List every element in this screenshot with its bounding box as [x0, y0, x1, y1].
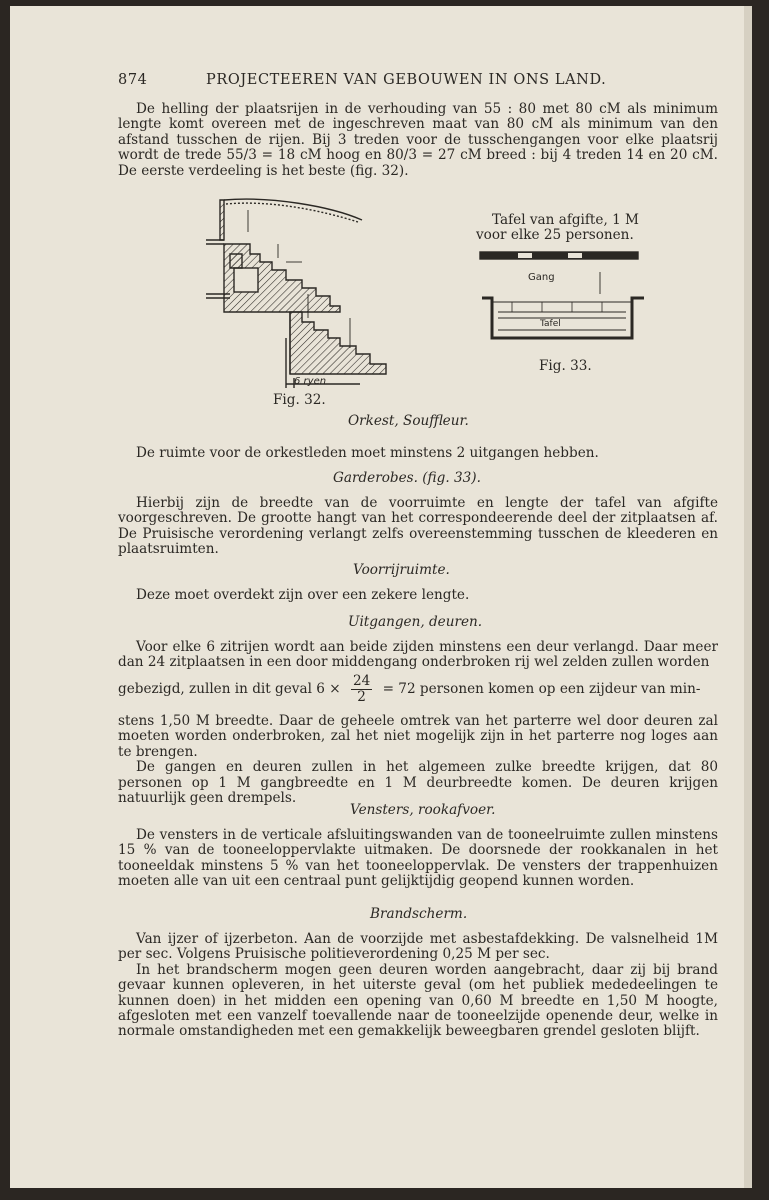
book-page	[10, 6, 752, 1188]
fig33-gang-label: Gang	[528, 272, 555, 283]
uitgangen-text-2: stens 1,50 M breedte. Daar de geheele omtrek van het parterre wel door deuren zal moeten worden onderbroken, zal het niet mogelijk zijn in het parterre nog loges aan te brengen.	[118, 713, 718, 760]
voorrijruimte-paragraph	[118, 588, 718, 603]
voorrijruimte-heading: Voorrijruimte.	[353, 562, 450, 578]
orkest-text: De ruimte voor de orkestleden moet minstens 2 uitgangen hebben.	[136, 445, 599, 461]
vensters-text: De vensters in de verticale afsluitingswanden van de tooneelruimte zullen minstens 15 % van de tooneeloppervlakte uitmaken. De doorsnede der rookkanalen in het tooneeldak minstens 5 % van het tooneeloppervlak. De vensters der trappenhuizen moeten alle van uit een centraal punt gelijktijdig geopend kunnen worden.	[118, 827, 718, 890]
uitgangen-paragraph-2	[118, 714, 718, 806]
fig33-drawing	[472, 246, 652, 346]
fig33-caption: Fig. 33.	[539, 358, 592, 374]
formula-fraction	[351, 674, 372, 705]
uitgangen-text-1: Voor elke 6 zitrijen wordt aan beide zijden minstens een deur verlangd. Daar meer dan 24 zitplaatsen in een door middengang onderbroken rij wel zelden zullen worden	[118, 639, 718, 671]
brandscherm-heading: Brandscherm.	[370, 906, 468, 922]
brandscherm-text-1: Van ijzer of ijzerbeton. Aan de voorzijde met asbestafdekking. De valsnelheid 1M per sec. Volgens Pruisische politieverordening 0,25 M per sec.	[118, 931, 718, 963]
uitgangen-paragraph-1	[118, 640, 718, 671]
vensters-heading: Vensters, rookafvoer.	[350, 802, 496, 818]
running-title: PROJECTEEREN VAN GEBOUWEN IN ONS LAND.	[206, 72, 607, 88]
fig32-section	[206, 199, 386, 388]
fig32-rows-label: 6 ryen	[294, 376, 327, 387]
fig33-plan	[480, 252, 644, 338]
uitgangen-heading: Uitgangen, deuren.	[348, 614, 483, 630]
fig32-caption: Fig. 32.	[273, 392, 326, 408]
orkest-heading: Orkest, Souffleur.	[348, 413, 469, 429]
vensters-paragraph	[118, 828, 718, 890]
garderobes-paragraph	[118, 496, 718, 558]
uitgangen-text-3: De gangen en deuren zullen in het algemeen zulke breedte krijgen, dat 80 personen op 1 M gangbreedte en 1 M deurbreedte komen. De deuren krijgen natuurlijk geen drempels.	[118, 759, 718, 807]
page-edge	[744, 6, 752, 1188]
orkest-paragraph	[118, 446, 718, 461]
uitgangen-formula-line	[118, 674, 718, 705]
formula-pre: gebezigd, zullen in dit geval 6 ×	[118, 681, 341, 697]
brandscherm-paragraph	[118, 932, 718, 1040]
brandscherm-text-2: In het brandscherm mogen geen deuren worden aangebracht, daar zij bij brand gevaar kunnen opleveren, in het uiterste geval (om het publiek mededeelingen te kunnen doen) in het midden een opening van 0,60 M breedte en 1,50 M hoogte, afgesloten met een vanzelf toevallende naar de tooneelzijde openende deur, welke in normale omstandigheden met een gemakkelijk beweegbaren grendel gesloten blijft.	[118, 961, 718, 1040]
voorrijruimte-text: Deze moet overdekt zijn over een zekere lengte.	[136, 587, 470, 603]
fig33-title-line2: voor elke 25 personen.	[476, 227, 634, 243]
formula-denominator: 2	[357, 689, 366, 705]
formula-numerator: 24	[352, 673, 371, 689]
formula-post: = 72 personen komen op een zijdeur van min-	[382, 681, 701, 697]
intro-text: De helling der plaatsrijen in de verhouding van 55 : 80 met 80 cM als minimum lengte komt overeen met de ingeschreven maat van 80 cM als minimum van den afstand tusschen de rijen. Bij 3 treden voor de tusschengangen voor elke plaatsrij wordt de trede 55/3 = 18 cM hoog en 80/3 = 27 cM breed : bij 4 treden 14 en 20 cM. De eerste verdeeling is het beste (fig. 32).	[118, 101, 718, 179]
fig32-drawing	[190, 188, 410, 388]
garderobes-heading: Garderobes. (fig. 33).	[333, 470, 481, 486]
garderobes-text: Hierbij zijn de breedte van de voorruimte en lengte der tafel van afgifte voorgeschreven. De grootte hangt van het correspondeerende deel der zitplaatsen af. De Pruisische verordening verlangt zelfs overeenstemming tusschen de kleederen en plaatsruimten.	[118, 495, 718, 558]
intro-paragraph	[118, 102, 718, 179]
fig33-tafel-label: Tafel	[540, 319, 561, 329]
page-number: 874	[118, 72, 148, 88]
fig33-title-line1: Tafel van afgifte, 1 M	[492, 212, 639, 228]
